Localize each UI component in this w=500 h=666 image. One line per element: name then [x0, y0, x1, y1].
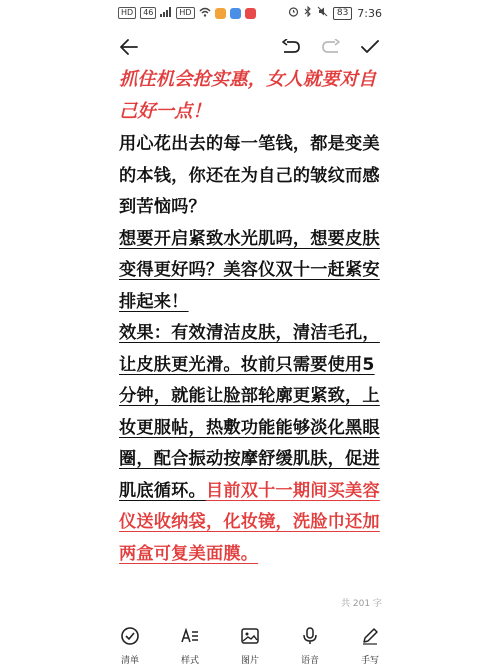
voice-button[interactable]: [290, 626, 330, 666]
checklist-label: 清单: [120, 656, 139, 666]
effects-text: 效果：有效清洁皮肤，清洁毛孔，让皮肤更光滑。妆前只需要使用5分钟，就能让脸部轮廓更紧致，上妆更服帖，热敷功能能够淡化黑眼圈，配合振动按摩舒缓肌肤，促进肌底循环。: [119, 323, 380, 501]
app-notification-icon: [215, 8, 226, 19]
image-button[interactable]: [230, 626, 270, 666]
word-count: 共 201 字: [341, 599, 382, 609]
check-icon[interactable]: [357, 34, 383, 60]
checklist-button[interactable]: [110, 626, 150, 666]
text-style-icon: [180, 626, 200, 650]
network-badge: 46: [140, 7, 156, 19]
bluetooth-icon: [304, 6, 312, 20]
bottom-toolbar: [0, 620, 500, 666]
wifi-icon: [199, 7, 211, 20]
handwrite-button[interactable]: [350, 626, 390, 666]
image-icon: [240, 626, 260, 650]
app-notification-icon-3: [245, 8, 256, 19]
undo-icon[interactable]: [278, 34, 304, 60]
pen-icon: [360, 626, 380, 650]
app-notification-icon-2: [230, 8, 241, 19]
editor-toolbar: [0, 30, 500, 64]
redo-icon[interactable]: [318, 34, 344, 60]
note-title: 抓住机会抢实惠，女人就要对自己好一点！: [119, 69, 377, 122]
checklist-icon: [120, 626, 140, 650]
signal-icon: [160, 7, 172, 20]
microphone-icon: [300, 626, 320, 650]
clock: 7:36: [357, 6, 382, 20]
handwrite-label: 手写: [360, 656, 379, 666]
hd-badge-2: HD: [176, 7, 194, 19]
paragraph-question: 想要开启紧致水光肌吗，想要皮肤变得更好吗？美容仪双十一赶紧安排起来！: [119, 228, 380, 312]
status-bar: [0, 0, 500, 26]
status-bar-right: [288, 6, 382, 20]
battery-indicator: 83: [333, 7, 352, 20]
alarm-icon: [288, 6, 299, 20]
image-label: 图片: [240, 656, 259, 666]
mute-icon: [317, 6, 328, 20]
style-label: 样式: [180, 656, 199, 666]
status-bar-left: [118, 7, 256, 20]
paragraph-intro: 用心花出去的每一笔钱，都是变美的本钱，你还在为自己的皱纹而感到苦恼吗？: [119, 134, 380, 217]
promo-text: 目前双十一期间买美容仪送收纳袋，化妆镜，洗脸巾还加两盒可复美面膜。: [119, 480, 380, 564]
back-arrow-icon[interactable]: [116, 34, 142, 60]
note-body[interactable]: [119, 64, 387, 570]
style-button[interactable]: [170, 626, 210, 666]
voice-label: 语音: [300, 656, 319, 666]
hd-badge: HD: [118, 7, 136, 19]
paragraph-effects: [119, 318, 387, 570]
